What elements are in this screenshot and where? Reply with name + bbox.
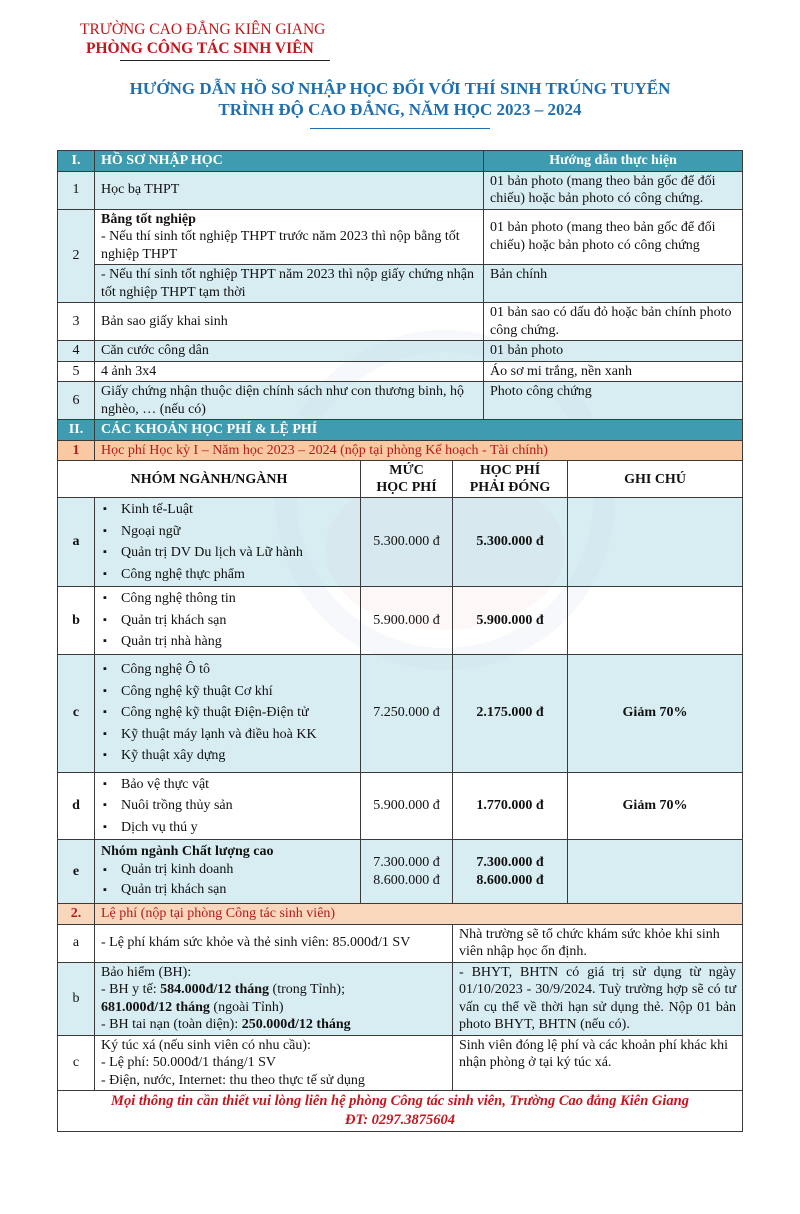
row-item: - Nếu thí sinh tốt nghiệp THPT năm 2023 thì nộp giấy chứng nhận tốt nghiệp THPT tạm thời (95, 265, 484, 303)
col-fee-line2: HỌC PHÍ (376, 480, 437, 495)
row-item-detail: - Nếu thí sinh tốt nghiệp THPT trước năm 2023 thì nộp bằng tốt nghiệp THPT (101, 229, 460, 262)
dorm-fee: - Lệ phí: 50.000đ/1 tháng/1 SV (101, 1055, 276, 1070)
fees-subheader (58, 904, 743, 925)
dorm-utilities: - Điện, nước, Internet: thu theo thực tế sử dụng (101, 1072, 365, 1088)
fee-row (58, 924, 743, 962)
fee-label: a (58, 924, 95, 962)
section-1-header (58, 151, 743, 172)
tuition-group-row (58, 840, 743, 904)
major-item: ▪ Công nghệ thực phẩm (101, 564, 354, 586)
group-majors (95, 772, 361, 840)
row-guide: 01 bản photo (mang theo bản gốc để đối chiếu) hoặc bản photo có công chứng. (484, 171, 743, 209)
table-row (58, 341, 743, 362)
group-majors (95, 840, 361, 904)
row-num: 6 (58, 382, 95, 420)
group-majors (95, 654, 361, 772)
row-num: 5 (58, 361, 95, 382)
title-line-2: TRÌNH ĐỘ CAO ĐẲNG, NĂM HỌC 2023 – 2024 (218, 100, 582, 119)
major-item: ▪ Công nghệ Ô tô (101, 659, 354, 681)
major-item: ▪ Kỹ thuật xây dựng (101, 745, 354, 767)
group-note (568, 498, 743, 587)
section-1-num: I. (58, 151, 95, 172)
major-item: ▪ Quản trị khách sạn (101, 610, 354, 632)
text: (trong Tỉnh); (269, 982, 345, 997)
group-fee (361, 840, 453, 904)
fee-note: Sinh viên đóng lệ phí và các khoản phí khác khi nhận phòng ở tại ký túc xá. (453, 1035, 743, 1091)
fee-row (58, 1035, 743, 1091)
major-item: ▪ Quản trị kinh doanh (101, 860, 354, 880)
row-item: Căn cước công dân (95, 341, 484, 362)
office-name: PHÒNG CÔNG TÁC SINH VIÊN (86, 40, 314, 57)
col-pay-line2: PHẢI ĐÓNG (469, 480, 551, 495)
guide-column-header: Hướng dẫn thực hiện (484, 151, 743, 172)
major-item: ▪ Quản trị DV Du lịch và Lữ hành (101, 542, 354, 564)
row-item-title: Bằng tốt nghiệp (101, 211, 196, 227)
section-1-title: HỒ SƠ NHẬP HỌC (95, 151, 484, 172)
title-line-1: HƯỚNG DẪN HỒ SƠ NHẬP HỌC ĐỐI VỚI THÍ SINH TRÚNG TUYỂN (129, 79, 671, 98)
fee-label: b (58, 962, 95, 1035)
group-label: b (58, 587, 95, 655)
fee-item (95, 962, 453, 1035)
major-item: ▪ Công nghệ thông tin (101, 588, 354, 610)
accident-price: 250.000đ/12 tháng (241, 1017, 351, 1032)
row-item: Học bạ THPT (95, 171, 484, 209)
contact-phone: ĐT: 0297.3875604 (344, 1112, 456, 1128)
col-pay-header (453, 461, 568, 498)
group-title: Nhóm ngành Chất lượng cao (101, 843, 274, 859)
group-pay-1: 7.300.000 đ (476, 855, 544, 870)
table-row (58, 209, 743, 265)
col-note-header: GHI CHÚ (568, 461, 743, 498)
admission-table (57, 150, 743, 1132)
row-num: 2 (58, 209, 95, 303)
row-num: 1 (58, 171, 95, 209)
group-pay: 1.770.000 đ (453, 772, 568, 840)
tuition-column-headers (58, 461, 743, 498)
tuition-subheader (58, 440, 743, 461)
fee-note: Nhà trường sẽ tổ chức khám sức khỏe khi sinh viên nhập học ổn định. (453, 924, 743, 962)
table-row (58, 265, 743, 303)
row-item: 4 ảnh 3x4 (95, 361, 484, 382)
group-note: Giảm 70% (568, 772, 743, 840)
letterhead-underline (120, 60, 330, 61)
contact-info (58, 1091, 743, 1132)
group-pay (453, 840, 568, 904)
col-group-header: NHÓM NGÀNH/NGÀNH (58, 461, 361, 498)
major-item: ▪ Công nghệ kỹ thuật Cơ khí (101, 681, 354, 703)
row-guide: Bản chính (484, 265, 743, 303)
fee-item (95, 1035, 453, 1091)
row-item: Bản sao giấy khai sinh (95, 303, 484, 341)
group-pay: 2.175.000 đ (453, 654, 568, 772)
table-row (58, 171, 743, 209)
row-guide: Photo công chứng (484, 382, 743, 420)
major-item: ▪ Kỹ thuật máy lạnh và điều hoà KK (101, 724, 354, 746)
text: (ngoài Tỉnh) (209, 999, 284, 1015)
row-guide: 01 bản sao có dấu đỏ hoặc bản chính photo công chứng. (484, 303, 743, 341)
insurance-title: Bảo hiểm (BH): (101, 964, 192, 980)
title-rule (310, 128, 490, 129)
group-pay: 5.300.000 đ (453, 498, 568, 587)
letterhead (80, 20, 330, 61)
row-item: Giấy chứng nhận thuộc diện chính sách như con thương binh, hộ nghèo, … (nếu có) (95, 382, 484, 420)
fee-row (58, 962, 743, 1035)
text: - BH tai nạn (toàn diện): (101, 1017, 242, 1032)
insurance-accident (101, 1016, 446, 1034)
group-fee: 7.250.000 đ (361, 654, 453, 772)
fees-title: Lệ phí (nộp tại phòng Công tác sinh viên) (95, 904, 743, 925)
group-note (568, 840, 743, 904)
group-fee: 5.300.000 đ (361, 498, 453, 587)
section-2-title: CÁC KHOẢN HỌC PHÍ & LỆ PHÍ (95, 420, 743, 441)
fee-label: c (58, 1035, 95, 1091)
health-price: 584.000đ/12 tháng (160, 982, 270, 997)
section-2-num: II. (58, 420, 95, 441)
insurance-health-outside (101, 999, 446, 1017)
fee-item: - Lệ phí khám sức khỏe và thẻ sinh viên: 85.000đ/1 SV (95, 924, 453, 962)
major-item: ▪ Bảo vệ thực vật (101, 774, 354, 796)
group-pay-2: 8.600.000 đ (476, 872, 544, 888)
group-note (568, 587, 743, 655)
row-num: 4 (58, 341, 95, 362)
school-name: TRƯỜNG CAO ĐẲNG KIÊN GIANG (80, 21, 326, 38)
major-item: ▪ Ngoại ngữ (101, 521, 354, 543)
col-pay-line1: HỌC PHÍ (479, 463, 541, 478)
tuition-group-row (58, 587, 743, 655)
row-guide: 01 bản photo (484, 341, 743, 362)
group-pay: 5.900.000 đ (453, 587, 568, 655)
tuition-group-row (58, 498, 743, 587)
major-item: ▪ Quản trị nhà hàng (101, 631, 354, 653)
health-price-outside: 681.000đ/12 tháng (101, 999, 210, 1015)
fee-note: - BHYT, BHTN có giá trị sử dụng từ ngày 01/10/2023 - 30/9/2024. Tuỳ trường hợp sẽ có tư vấn cụ thể về thời hạn sử dụng thẻ. Nộp 01 bản photo BHYT, BHTN (nếu có). (453, 962, 743, 1035)
group-fee: 5.900.000 đ (361, 587, 453, 655)
row-num: 3 (58, 303, 95, 341)
group-fee-1: 7.300.000 đ (373, 855, 440, 870)
group-label: c (58, 654, 95, 772)
dorm-title: Ký túc xá (nếu sinh viên có nhu cầu): (101, 1037, 311, 1053)
row-guide: Áo sơ mi trắng, nền xanh (484, 361, 743, 382)
table-row (58, 382, 743, 420)
text: - BH y tế: (101, 982, 161, 997)
contact-footer (58, 1091, 743, 1132)
tuition-group-row (58, 772, 743, 840)
tuition-num: 1 (58, 440, 95, 461)
col-fee-line1: MỨC (389, 463, 424, 478)
group-majors (95, 498, 361, 587)
row-guide: 01 bản photo (mang theo bản gốc để đối chiếu) hoặc bản photo có công chứng (484, 209, 743, 265)
major-item: ▪ Dịch vụ thú y (101, 817, 354, 839)
group-majors (95, 587, 361, 655)
col-fee-header (361, 461, 453, 498)
major-item: ▪ Nuôi trồng thủy sản (101, 795, 354, 817)
section-2-header (58, 420, 743, 441)
document-title (0, 78, 800, 129)
table-row (58, 303, 743, 341)
group-note: Giảm 70% (568, 654, 743, 772)
group-fee: 5.900.000 đ (361, 772, 453, 840)
major-item: ▪ Kinh tế-Luật (101, 499, 354, 521)
major-item: ▪ Công nghệ kỹ thuật Điện-Điện tử (101, 702, 354, 724)
tuition-title: Học phí Học kỳ I – Năm học 2023 – 2024 (nộp tại phòng Kế hoạch - Tài chính) (95, 440, 743, 461)
insurance-health (101, 981, 446, 999)
major-item: ▪ Quản trị khách sạn (101, 880, 354, 900)
tuition-group-row (58, 654, 743, 772)
contact-line: Mọi thông tin cần thiết vui lòng liên hệ phòng Công tác sinh viên, Trường Cao đẳng Kiên Giang (111, 1093, 689, 1109)
group-fee-2: 8.600.000 đ (373, 872, 440, 888)
table-row (58, 361, 743, 382)
row-item (95, 209, 484, 265)
group-label: d (58, 772, 95, 840)
fees-num: 2. (58, 904, 95, 925)
group-label: a (58, 498, 95, 587)
group-label: e (58, 840, 95, 904)
